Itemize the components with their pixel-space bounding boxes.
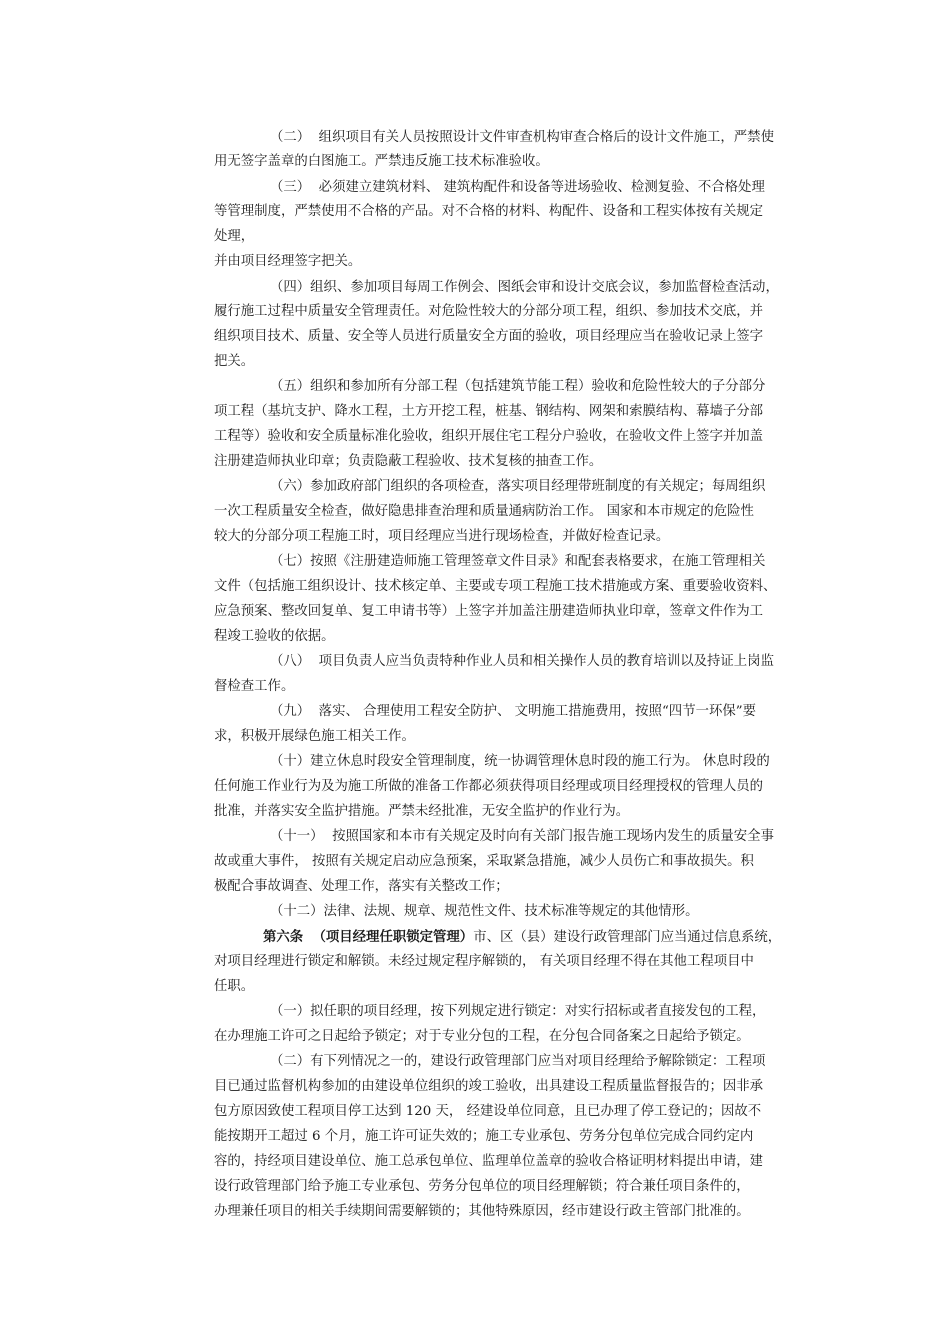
text-line: 等管理制度，严禁使用不合格的产品。对不合格的材料、构配件、设备和工程实体按有关规定 [214,204,764,219]
article-heading-line [263,925,781,950]
text-line: 较大的分部分项工程施工时，项目经理应当进行现场检查，并做好检查记录。 [214,529,670,544]
text-line: （六）参加政府部门组织的各项检查，落实项目经理带班制度的有关规定；每周组织 [270,479,766,494]
text-line: 批准，并落实安全监护措施。严禁未经批准，无安全监护的作业行为。 [214,804,630,819]
text-line: 对项目经理进行锁定和解锁。未经过规定程序解锁的， 有关项目经理不得在其他工程项目中 [214,954,754,969]
text-line: （三） 必须建立建筑材料、 建筑构配件和设备等进场验收、检测复验、不合格处理 [270,180,765,195]
text-line: （二）有下列情况之一的，建设行政管理部门应当对项目经理给予解除锁定：工程项 [270,1054,766,1069]
text-line: 设行政管理部门给予施工专业承包、劳务分包单位的项目经理解锁；符合兼任项目条件的， [214,1179,750,1194]
text-line: 项工程（基坑支护、降水工程，土方开挖工程，桩基、钢结构、网架和索膜结构、幕墙子分部 [214,404,764,419]
text-line: 故或重大事件， 按照有关规定启动应急预案，采取紧急措施，减少人员伤亡和事故损失。积 [214,854,754,869]
text-line: 处理， [214,229,255,244]
text-line: 督检查工作。 [214,679,295,694]
text-line: 容的，持经项目建设单位、施工总承包单位、监理单位盖章的验收合格证明材料提出申请，建 [214,1154,764,1169]
text-line: （五）组织和参加所有分部工程（包括建筑节能工程）验收和危险性较大的子分部分 [270,379,766,394]
text-line: （九） 落实、 合理使用工程安全防护、 文明施工措施费用，按照“四节一环保”要 [270,704,756,719]
text-line: 并由项目经理签字把关。 [214,254,362,269]
text-line: （十二）法律、法规、规章、规范性文件、技术标准等规定的其他情形。 [270,904,699,919]
text-line: 极配合事故调查、处理工作，落实有关整改工作； [214,879,509,894]
text-line: 办理兼任项目的相关手续期间需要解锁的；其他特殊原因，经市建设行政主管部门批准的。 [214,1204,750,1219]
text-line: 市、区（县）建设行政管理部门应当通过信息系统， [473,930,782,945]
text-line: 目已通过监督机构参加的由建设单位组织的竣工验收，出具建设工程质量监督报告的；因非承 [214,1079,764,1094]
text-line: （十一） 按照国家和本市有关规定及时向有关部门报告施工现场内发生的质量安全事 [270,829,774,844]
text-line: （二） 组织项目有关人员按照设计文件审查机构审查合格后的设计文件施工，严禁使 [270,130,774,145]
text-line: 工程等）验收和安全质量标准化验收，组织开展住宅工程分户验收，在验收文件上签字并加盖 [214,429,764,444]
text-line: 程竣工验收的依据。 [214,629,335,644]
text-line: 注册建造师执业印章；负责隐蔽工程验收、技术复核的抽查工作。 [214,454,603,469]
text-line: （七）按照《注册建造师施工管理签章文件目录》和配套表格要求，在施工管理相关 [270,554,766,569]
text-line: 在办理施工许可之日起给予锁定；对于专业分包的工程，在分包合同备案之日起给予锁定。 [214,1029,750,1044]
text-line: 能按期开工超过 6 个月，施工许可证失效的；施工专业承包、劳务分包单位完成合同约定内 [214,1129,754,1144]
text-line: 文件（包括施工组织设计、技术核定单、主要或专项工程施工技术措施或方案、重要验收资料、 [214,579,777,594]
text-line: 用无签字盖章的白图施工。严禁违反施工技术标准验收。 [214,154,549,169]
article-heading: 第六条 （项目经理任职锁定管理） [263,929,474,945]
text-line: 包方原因致使工程项目停工达到 120 天， 经建设单位同意，且已办理了停工登记的；因故不 [214,1104,762,1119]
text-line: 任职。 [214,979,255,994]
text-line: 一次工程质量安全检查，做好隐患排查治理和质量通病防治工作。 国家和本市规定的危险性 [214,504,754,519]
text-line: 把关。 [214,354,255,369]
text-line: 任何施工作业行为及为施工所做的准备工作都必须获得项目经理或项目经理授权的管理人员的 [214,779,764,794]
text-line: （一）拟任职的项目经理，按下列规定进行锁定：对实行招标或者直接发包的工程， [270,1004,766,1019]
text-line: （八） 项目负责人应当负责特种作业人员和相关操作人员的教育培训以及持证上岗监 [270,654,774,669]
text-line: 求，积极开展绿色施工相关工作。 [214,729,415,744]
text-line: 履行施工过程中质量安全管理责任。对危险性较大的分部分项工程，组织、参加技术交底，并 [214,304,764,319]
text-line: 组织项目技术、质量、安全等人员进行质量安全方面的验收，项目经理应当在验收记录上签字 [214,329,764,344]
text-line: （十）建立休息时段安全管理制度，统一协调管理休息时段的施工行为。 休息时段的 [270,754,770,769]
text-line: 应急预案、整改回复单、复工申请书等）上签字并加盖注册建造师执业印章，签章文件作为工 [214,604,764,619]
text-line: （四）组织、参加项目每周工作例会、图纸会审和设计交底会议，参加监督检查活动， [270,280,779,295]
